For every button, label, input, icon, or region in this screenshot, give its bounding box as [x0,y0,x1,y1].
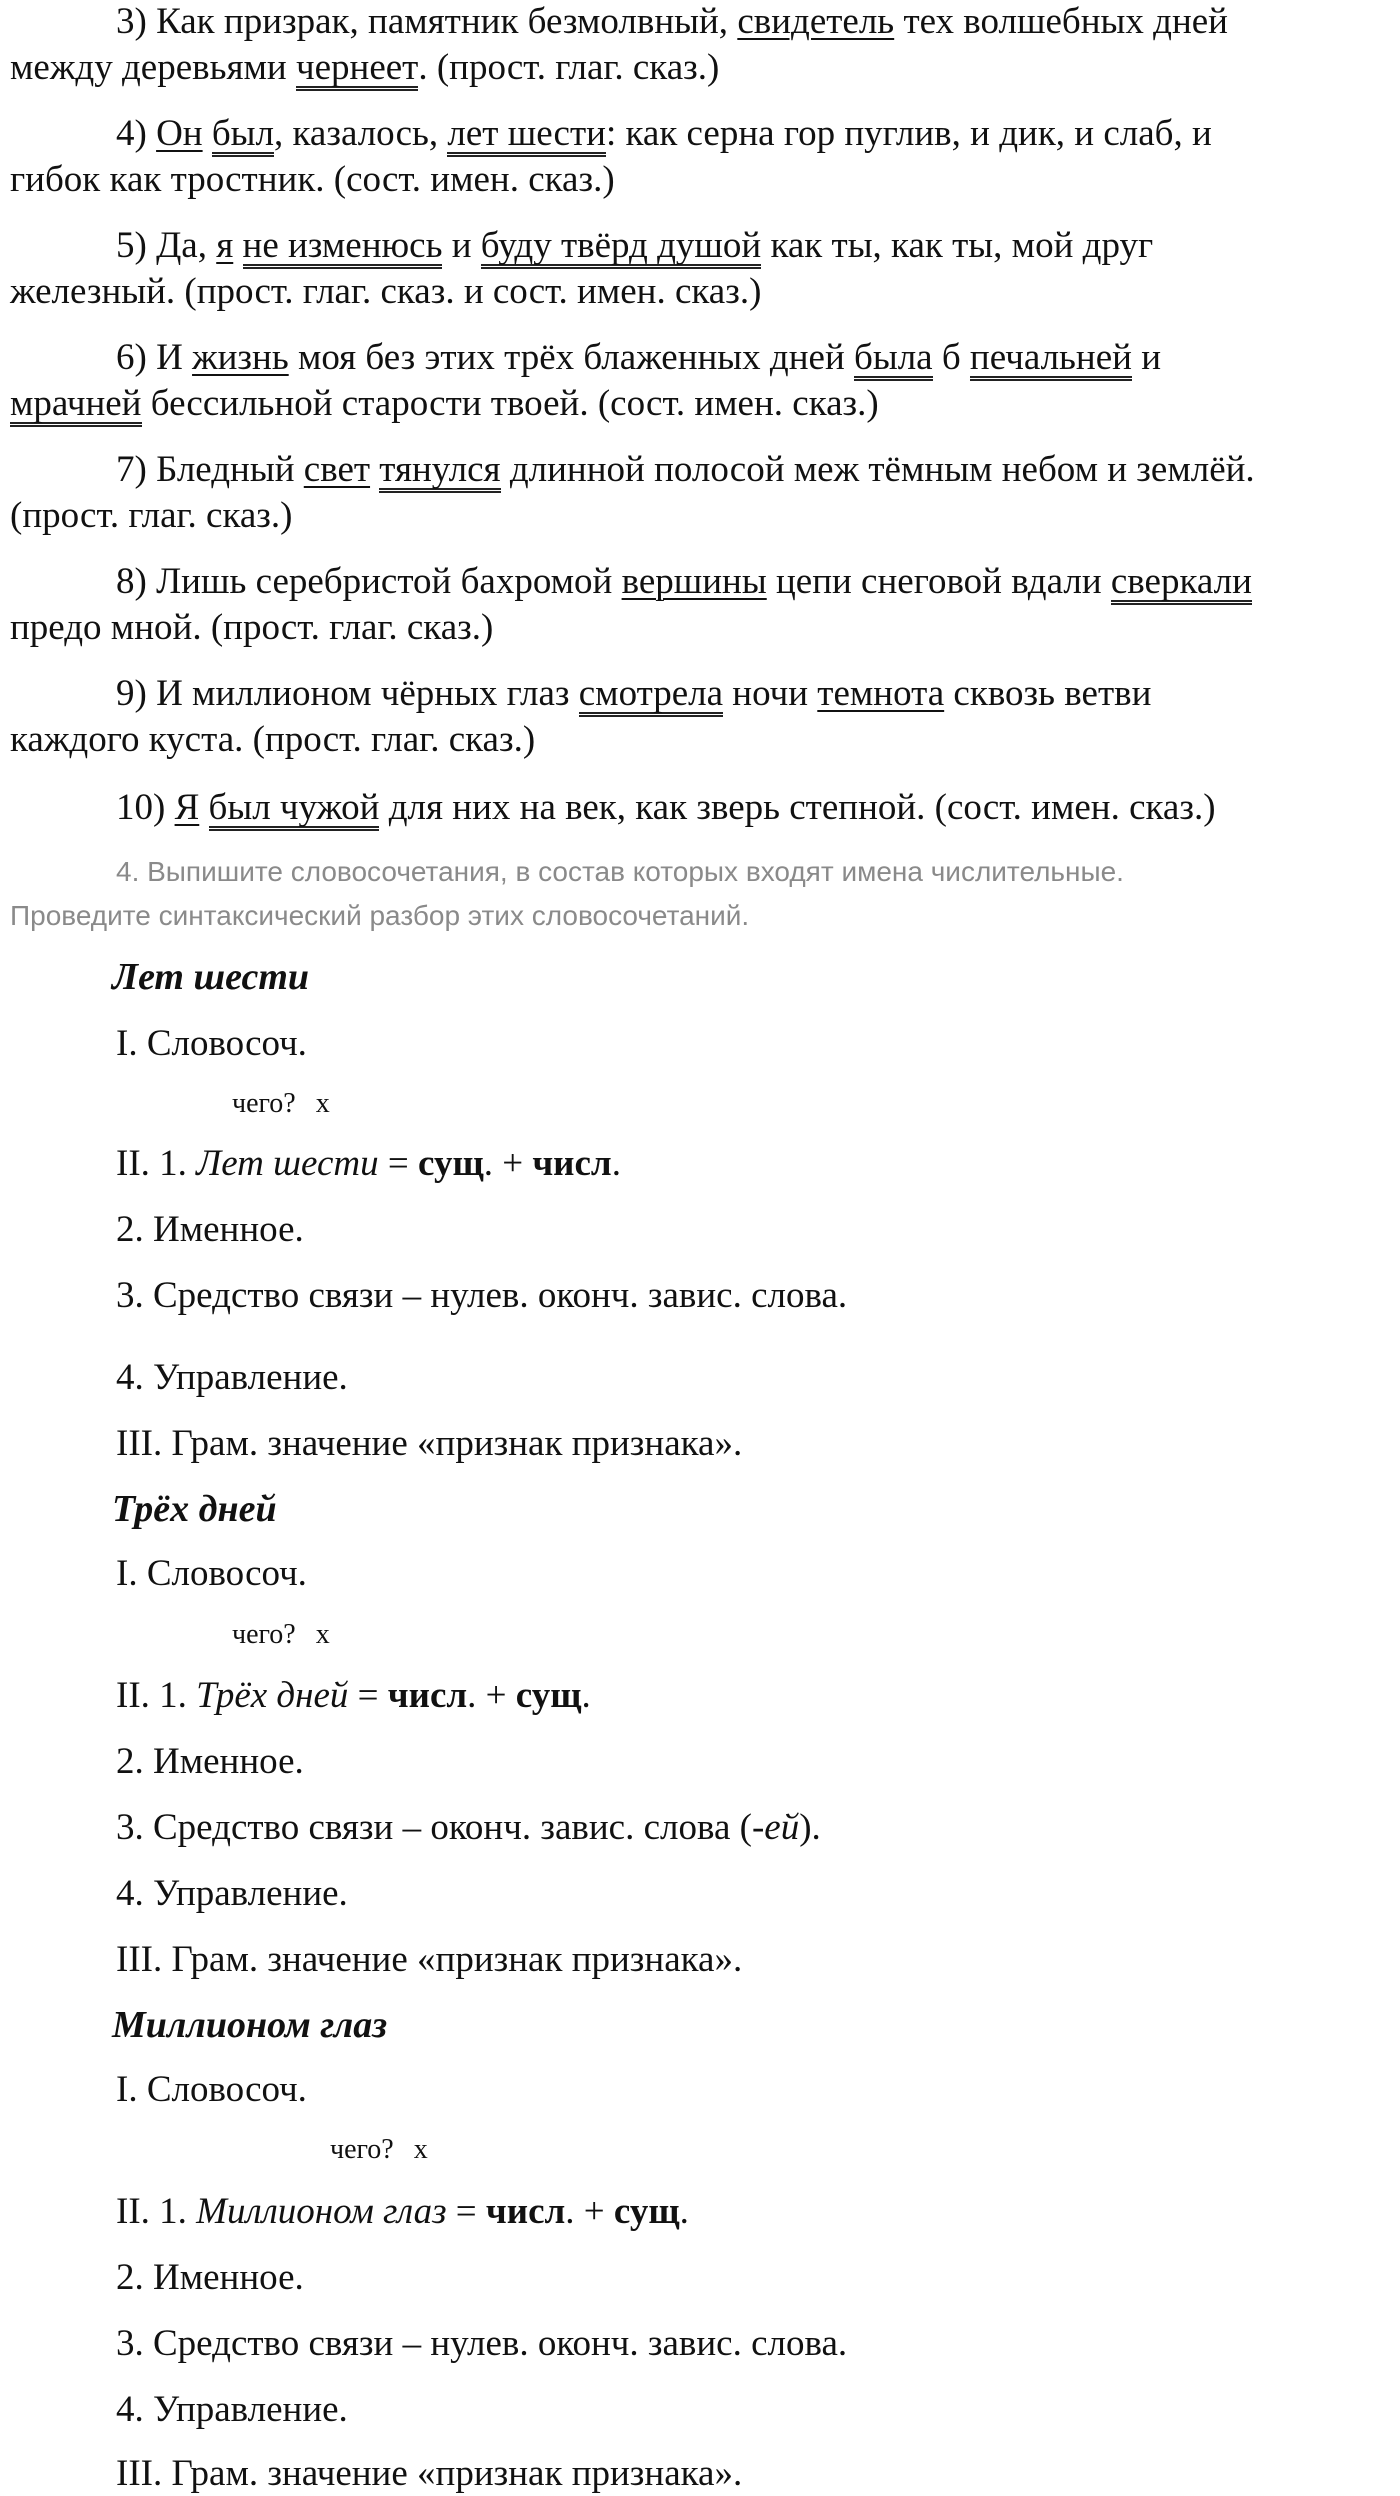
predicate: печальней [970,340,1132,381]
analysis-heading: Лет шести [112,956,310,998]
predicate: буду твёрд душой [481,228,761,269]
question-line: чего? х [232,1088,330,1119]
analysis-step-2-2: 2. Именное. [116,1209,304,1250]
analysis-step-2-3: 3. Средство связи – нулев. оконч. завис. слова. [116,1275,848,1316]
predicate: сверкали [1111,564,1252,605]
analysis-step-2-2: 2. Именное. [116,1741,304,1782]
analysis-step-2-4: 4. Управление. [116,1873,348,1914]
sentence-7-line-1: 7) Бледный свет тянулся длинной полосой меж тёмным небом и землёй. [116,448,1255,493]
sentence-9-line-1: 9) И миллионом чёрных глаз смотрела ночи темнота сквозь ветви [116,672,1151,717]
analysis-step-3: III. Грам. значение «признак признака». [116,1939,743,1980]
subject: Я [174,787,200,828]
question-line: чего? х [330,2134,428,2165]
subject: жизнь [192,337,289,378]
sentence-5-line-2: железный. (прост. глаг. сказ. и сост. имен. сказ.) [10,271,762,312]
analysis-step-3: III. Грам. значение «признак признака». [116,1423,743,1464]
analysis-step-2-1: II. 1. Миллионом глаз = числ. + сущ. [116,2191,689,2232]
analysis-step-2-2: 2. Именное. [116,2257,304,2298]
question-line: чего? х [232,1619,330,1650]
analysis-step-2-1: II. 1. Лет шести = сущ. + числ. [116,1143,621,1184]
sentence-3-line-1: 3) Как призрак, памятник безмолвный, свидетель тех волшебных дней [116,1,1228,42]
subject: Он [156,113,203,154]
predicate: не изменюсь [243,228,443,269]
sentence-10-line-1: 10) Я был чужой для них на век, как зверь степной. (сост. имен. сказ.) [116,786,1216,831]
predicate: смотрела [579,676,723,717]
analysis-step-2-3: 3. Средство связи – нулев. оконч. завис. слова. [116,2323,848,2364]
analysis-step-1: I. Словосоч. [116,1023,307,1064]
sentence-5-line-1: 5) Да, я не изменюсь и буду твёрд душой как ты, как ты, мой друг [116,224,1153,269]
predicate: был чужой [209,790,380,831]
predicate: был [212,116,274,157]
sentence-9-line-2: каждого куста. (прост. глаг. сказ.) [10,719,536,760]
subject: я [216,225,234,266]
analysis-step-2-3: 3. Средство связи – оконч. завис. слова (-ей). [116,1807,821,1848]
subject: свет [303,449,371,490]
subject: вершины [621,561,767,602]
predicate: чернеет [296,50,418,91]
task-4-line-2: Проведите синтаксический разбор этих словосочетаний. [10,900,750,931]
analysis-step-2-1: II. 1. Трёх дней = числ. + сущ. [116,1675,591,1716]
sentence-8-line-2: предо мной. (прост. глаг. сказ.) [10,607,494,648]
sentence-3-line-2: между деревьями чернеет. (прост. глаг. сказ.) [10,46,719,91]
task-4-line-1: 4. Выпишите словосочетания, в состав которых входят имена числительные. [116,856,1124,887]
sentence-6-line-1: 6) И жизнь моя без этих трёх блаженных дней была б печальней и [116,336,1161,381]
subject: свидетель [737,1,895,42]
sentence-4-line-2: гибок как тростник. (сост. имен. сказ.) [10,159,615,200]
analysis-step-2-4: 4. Управление. [116,1357,348,1398]
predicate: мрачней [10,386,142,427]
subject: темнота [817,673,945,714]
analysis-step-1: I. Словосоч. [116,2069,307,2110]
sentence-6-line-2: мрачней бессильной старости твоей. (сост. имен. сказ.) [10,382,879,427]
sentence-7-line-2: (прост. глаг. сказ.) [10,495,293,536]
analysis-step-2-4: 4. Управление. [116,2389,348,2430]
predicate: лет шести [447,116,606,157]
analysis-step-1: I. Словосоч. [116,1553,307,1594]
predicate: тянулся [379,452,500,493]
analysis-heading: Трёх дней [112,1488,277,1530]
analysis-step-3: III. Грам. значение «признак признака». [116,2453,743,2494]
predicate: была [854,340,933,381]
sentence-8-line-1: 8) Лишь серебристой бахромой вершины цепи снеговой вдали сверкали [116,560,1252,605]
analysis-heading: Миллионом глаз [112,2004,388,2046]
sentence-4-line-1: 4) Он был, казалось, лет шести: как серна гор пуглив, и дик, и слаб, и [116,112,1212,157]
